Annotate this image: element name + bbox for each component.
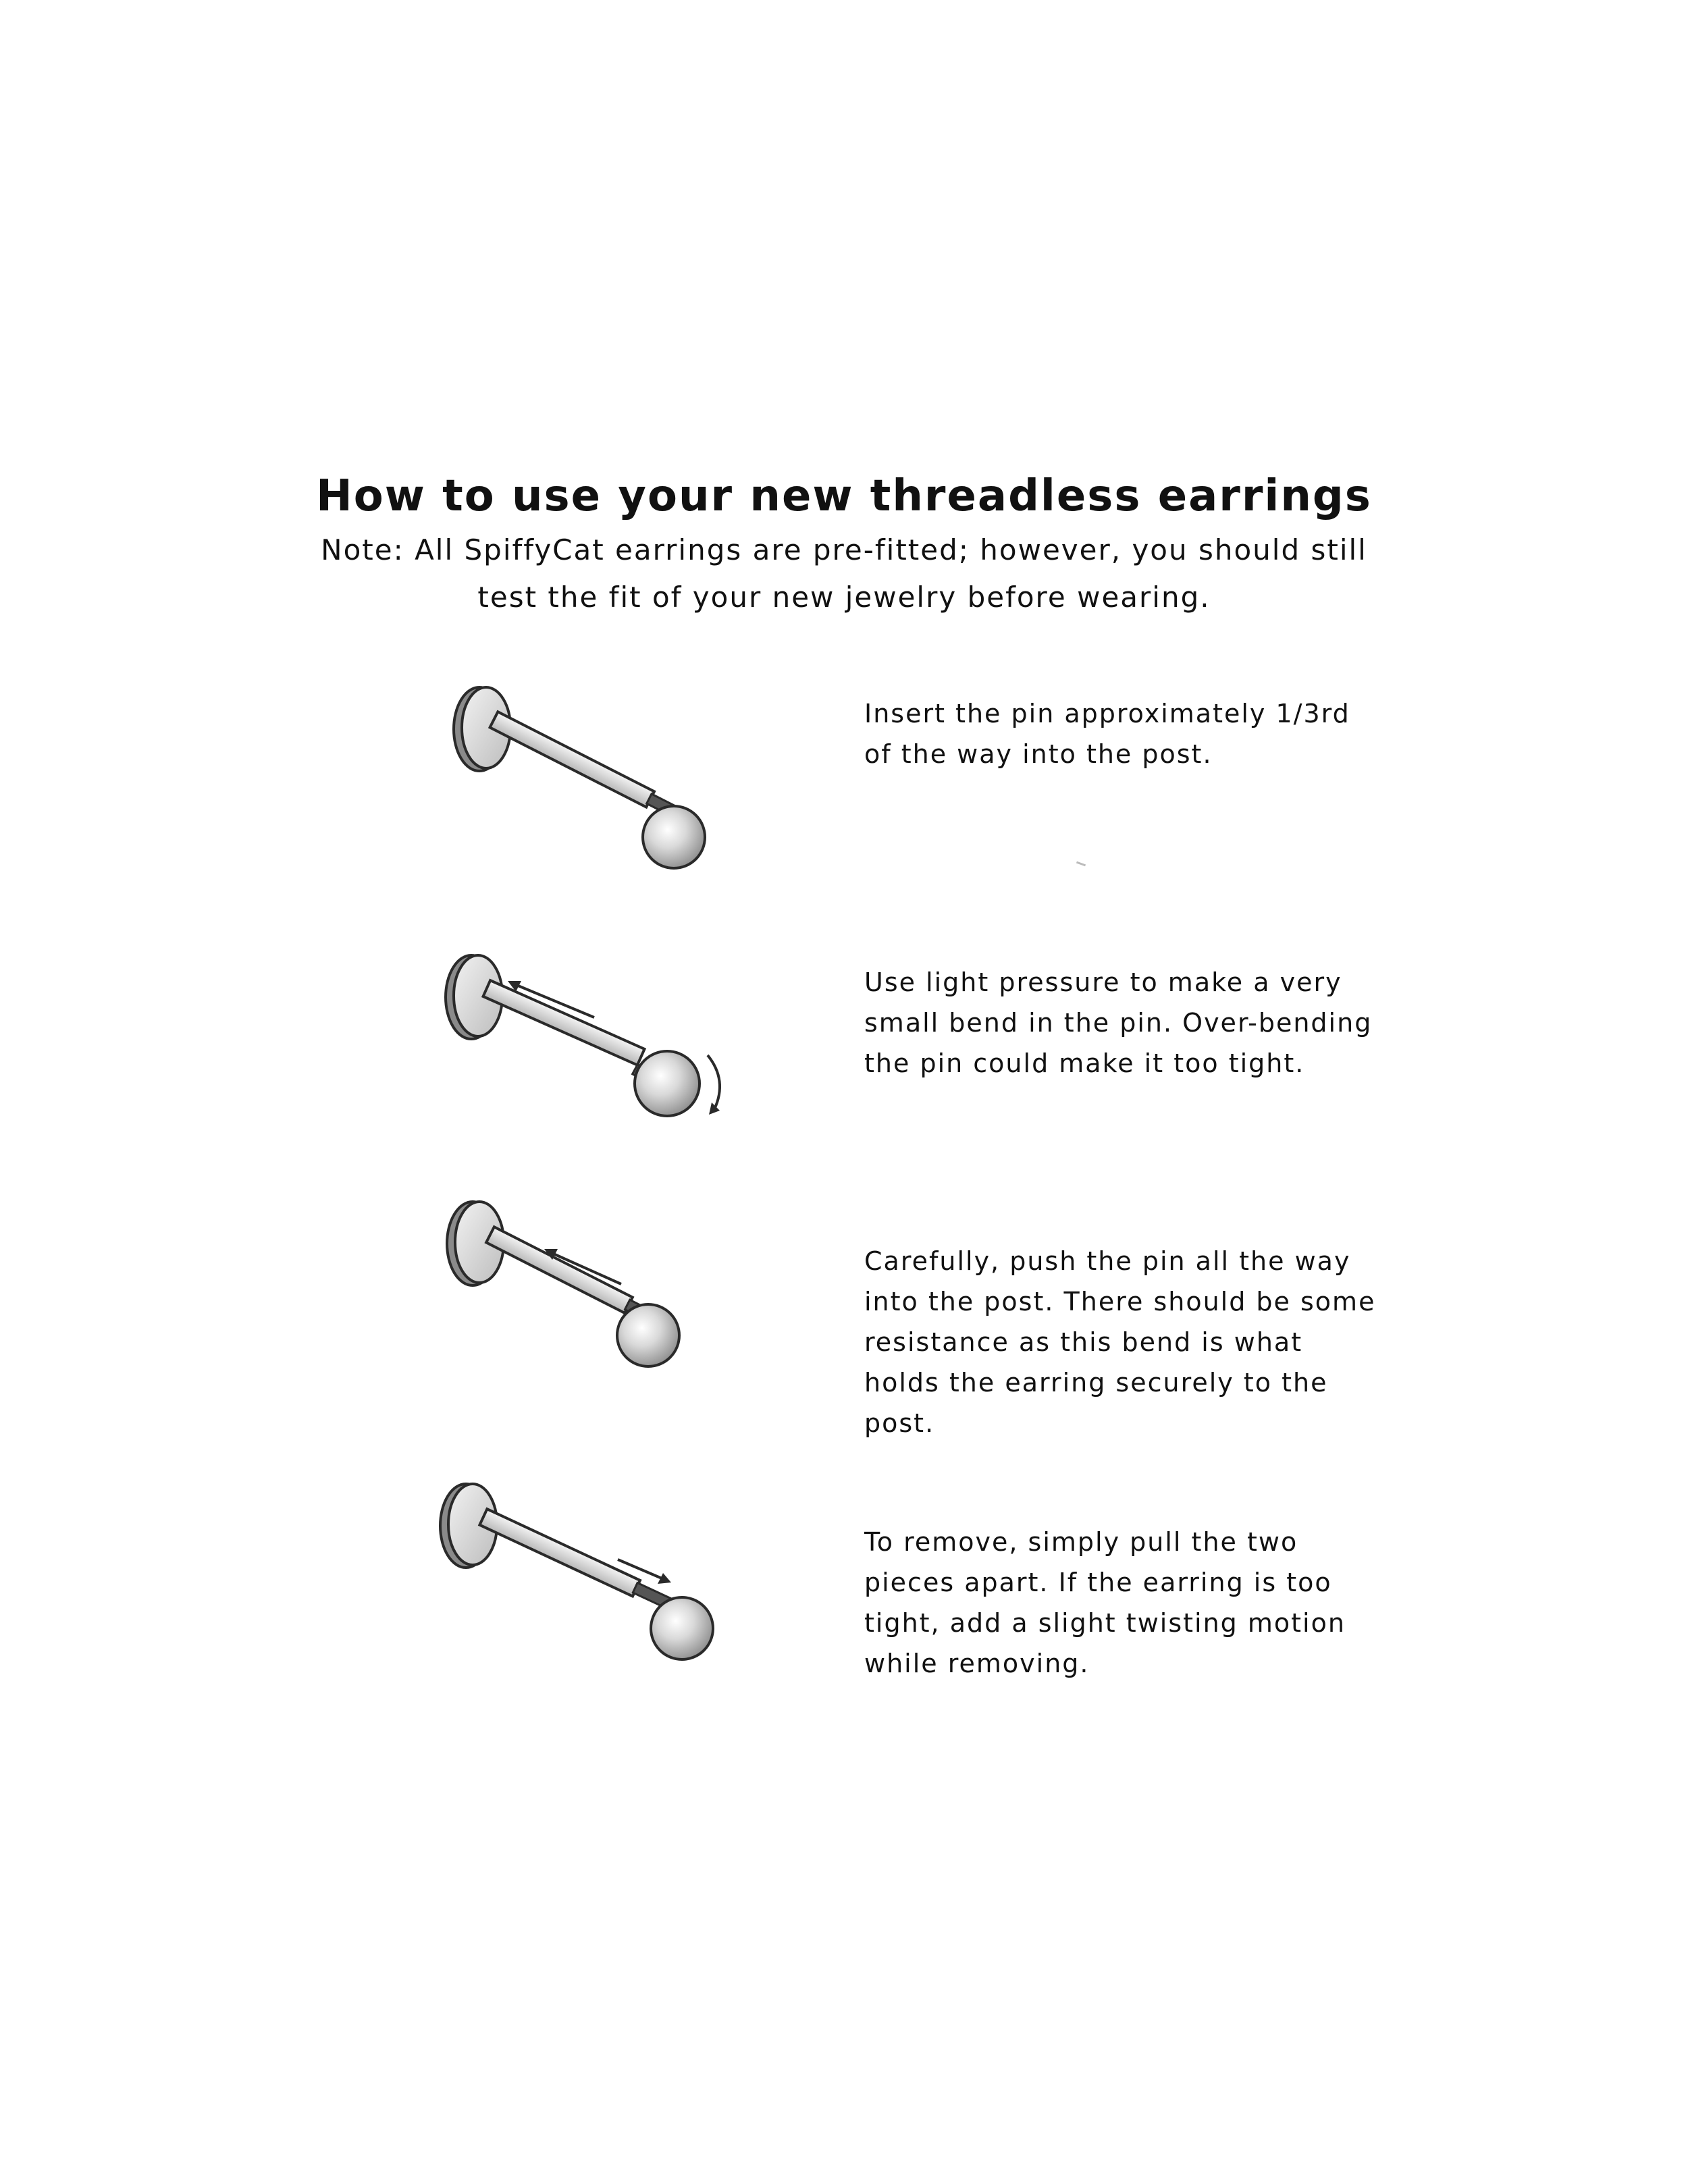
step-2-text: Use light pressure to make a very small bend in the pin. Over-bending the pin could make it too tight. bbox=[864, 967, 1373, 1078]
fit-note: Note: All SpiffyCat earrings are pre-fitted; however, you should still test the fit of your new jewelry before wearing. bbox=[321, 533, 1367, 614]
page-title: How to use your new threadless earrings bbox=[316, 471, 1372, 521]
ball-end-icon bbox=[635, 1051, 700, 1116]
post-icon bbox=[490, 712, 654, 807]
step-4-text: To remove, simply pull the two pieces apart. If the earring is too tight, add a slight twisting motion while removing. bbox=[864, 1527, 1346, 1678]
step-3-text: Carefully, push the pin all the way into the post. There should be some resistance as this bend is what holds the earring securely to the post. bbox=[864, 1246, 1376, 1438]
earring-step-1-illustration bbox=[432, 675, 783, 891]
earring-step-2-illustration bbox=[432, 942, 783, 1158]
bend-arrow-icon bbox=[708, 1055, 720, 1115]
earring-step-4-illustration bbox=[419, 1472, 770, 1688]
ball-end-icon bbox=[617, 1304, 679, 1366]
post-icon bbox=[479, 1509, 640, 1596]
step-1-text: Insert the pin approximately 1/3rd of the way into the post. bbox=[864, 699, 1350, 769]
ball-end-icon bbox=[643, 806, 705, 868]
earring-step-3-illustration bbox=[432, 1188, 783, 1404]
post-icon bbox=[486, 1227, 633, 1313]
post-icon bbox=[483, 980, 645, 1065]
speck-mark bbox=[1076, 861, 1086, 867]
ball-end-icon bbox=[651, 1597, 713, 1659]
